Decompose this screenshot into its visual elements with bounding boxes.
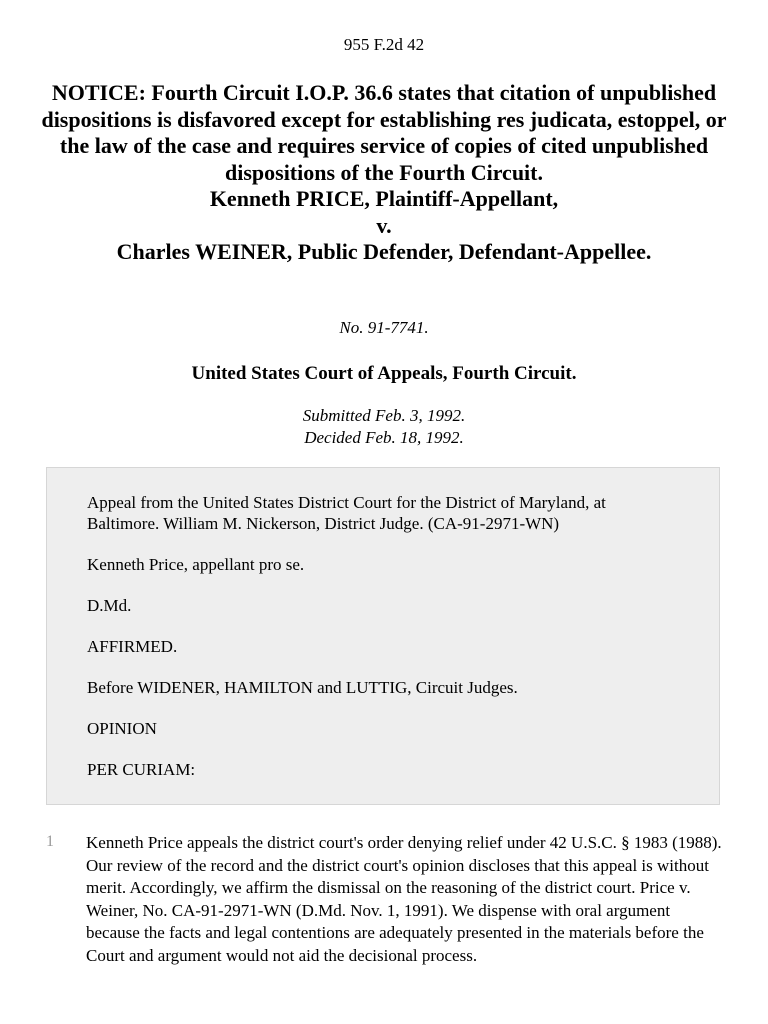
plaintiff-line: Kenneth PRICE, Plaintiff-Appellant,: [209, 186, 559, 211]
opinion-heading: OPINION: [87, 719, 157, 738]
court-name: United States Court of Appeals, Fourth Circuit.: [191, 363, 577, 384]
appellant-counsel: Kenneth Price, appellant pro se.: [87, 555, 305, 574]
defendant-line: Charles WEINER, Public Defender, Defendant-Appellee.: [116, 239, 652, 264]
submitted-date: Submitted Feb. 3, 1992.: [302, 406, 466, 425]
versus-line: v.: [376, 212, 392, 238]
docket-number: No. 91-7741.: [339, 318, 429, 337]
notice-text: NOTICE: Fourth Circuit I.O.P. 36.6 states that citation of unpublished dispositions is disfavored except for establishing res judicata, estoppel, or the law of the case and requires service of copies of cited unpublished dispositions of the Fourth Circuit.: [41, 80, 727, 185]
district-code: D.Md.: [87, 596, 132, 615]
panel-judges: Before WIDENER, HAMILTON and LUTTIG, Circuit Judges.: [87, 678, 518, 697]
case-info-box: [46, 467, 720, 805]
opinion-paragraph: [46, 832, 726, 968]
paragraph-text: Kenneth Price appeals the district court's order denying relief under 42 U.S.C. § 1983 (1988). Our review of the record and the district court's opinion discloses that this appeal is without merit. Accordingly, we affirm the dismissal on the reasoning of the district court. Price v. Weiner, No. CA-91-2971-WN (D.Md. Nov. 1, 1991). We dispense with oral argument because the facts and legal contentions are adequately presented in the materials before the Court and argument would not aid the decisional process.: [86, 833, 722, 965]
case-title: [40, 80, 728, 266]
per-curiam-label: PER CURIAM:: [87, 760, 196, 779]
disposition: AFFIRMED.: [87, 637, 178, 656]
case-dates: [0, 405, 768, 449]
paragraph-number: 1: [46, 833, 54, 850]
appeal-from: Appeal from the United States District Court for the District of Maryland, at Baltimore. William M. Nickerson, District Judge. (CA-91-2971-WN): [87, 493, 606, 533]
citation: 955 F.2d 42: [343, 35, 425, 54]
decided-date: Decided Feb. 18, 1992.: [304, 428, 464, 447]
